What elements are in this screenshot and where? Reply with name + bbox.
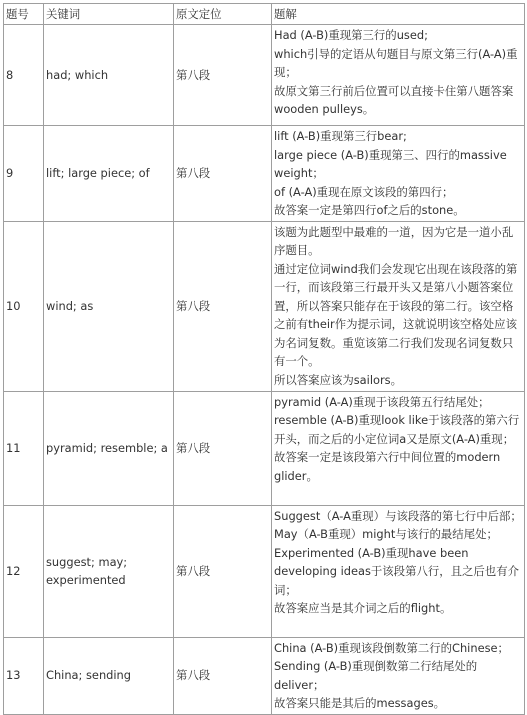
- location-cell: 第八段: [174, 221, 272, 391]
- explanation-line: pyramid (A-A)重现于该段第五行结尾处；: [274, 394, 490, 409]
- explanation-line: of (A-A)重现在原文该段的第四行；: [274, 184, 454, 199]
- explanation-line: 故答案一定是第四行of之后的stone。: [274, 203, 465, 217]
- table-row: [4, 25, 525, 126]
- explanation-cell: [272, 221, 525, 391]
- table-row: [4, 391, 525, 505]
- header-location: 原文定位: [174, 4, 272, 25]
- explanation-line: 故答案只能是其后的messages。: [274, 696, 446, 710]
- question-number: 9: [4, 126, 44, 222]
- explanation-line: China (A-B)重现该段倒数第二行的Chinese；: [274, 640, 509, 655]
- explanation-line: 故答案应当是其介词之后的flight。: [274, 601, 452, 615]
- header-number: 题号: [4, 4, 44, 25]
- explanation-line: 故答案一定是该段第六行中间位置的modern glider。: [274, 450, 501, 483]
- explanation-cell: [272, 126, 525, 222]
- table-row: [4, 637, 525, 714]
- keywords-cell: suggest; may; experimented: [44, 505, 174, 637]
- explanation-line: 所以答案应该为sailors。: [274, 372, 402, 387]
- header-row: [4, 4, 525, 25]
- explanation-line: lift (A-B)重现第三行bear;: [274, 129, 407, 143]
- keywords-cell: China; sending: [44, 637, 174, 714]
- explanation-line: 通过定位词wind我们会发现它出现在该段落的第一行，而该段第三行最开头又是第八小题答案位置，所以答案只能存在于该段的第二行。该空格之前有their作为提示词，这就说明该空格处应该为名词复数。重览该第二行我们发现名词复数只有一个。: [274, 261, 518, 368]
- explanation-line: large piece (A-B)重现第三、四行的massive weight；: [274, 147, 507, 180]
- answer-analysis-table: [3, 3, 525, 715]
- table-row: [4, 126, 525, 222]
- explanation-line: which引导的定语从句题目与原文第三行(A-A)重现；: [274, 46, 518, 79]
- header-keywords: 关键词: [44, 4, 174, 25]
- explanation-line: Sending (A-B)重现倒数第二行结尾处的deliver；: [274, 659, 478, 692]
- table-row: [4, 221, 525, 391]
- keywords-cell: lift; large piece; of: [44, 126, 174, 222]
- keywords-cell: pyramid; resemble; a: [44, 391, 174, 505]
- location-cell: 第八段: [174, 505, 272, 637]
- table-row: [4, 505, 525, 637]
- location-cell: 第八段: [174, 637, 272, 714]
- explanation-cell: [272, 391, 525, 505]
- explanation-line: 该题为此题型中最难的一道，因为它是一道小乱序题目。: [274, 224, 514, 257]
- location-cell: 第八段: [174, 126, 272, 222]
- question-number: 12: [4, 505, 44, 637]
- location-cell: 第八段: [174, 391, 272, 505]
- explanation-line: 故原文第三行前后位置可以直接卡住第八题答案wooden pulleys。: [274, 83, 514, 116]
- explanation-line: Had (A-B)重现第三行的used;: [274, 28, 428, 42]
- explanation-line: Experimented (A-B)重现have been developing ideas于该段第八行，且之后也有介词；: [274, 545, 519, 597]
- explanation-line: resemble (A-B)重现look like于该段落的第六行开头，而之后的小定位词a又是原文(A-A)重现；: [274, 413, 520, 446]
- question-number: 8: [4, 25, 44, 126]
- location-cell: 第八段: [174, 25, 272, 126]
- header-explanation: 题解: [272, 4, 525, 25]
- explanation-line: May（A-B重现）might与该行的最结尾处；: [274, 527, 498, 541]
- question-number: 10: [4, 221, 44, 391]
- explanation-cell: [272, 505, 525, 637]
- explanation-cell: [272, 25, 525, 126]
- keywords-cell: had; which: [44, 25, 174, 126]
- explanation-cell: [272, 637, 525, 714]
- question-number: 13: [4, 637, 44, 714]
- explanation-line: Suggest（A-A重现）与该段落的第七行中后部；: [274, 508, 522, 523]
- keywords-cell: wind; as: [44, 221, 174, 391]
- question-number: 11: [4, 391, 44, 505]
